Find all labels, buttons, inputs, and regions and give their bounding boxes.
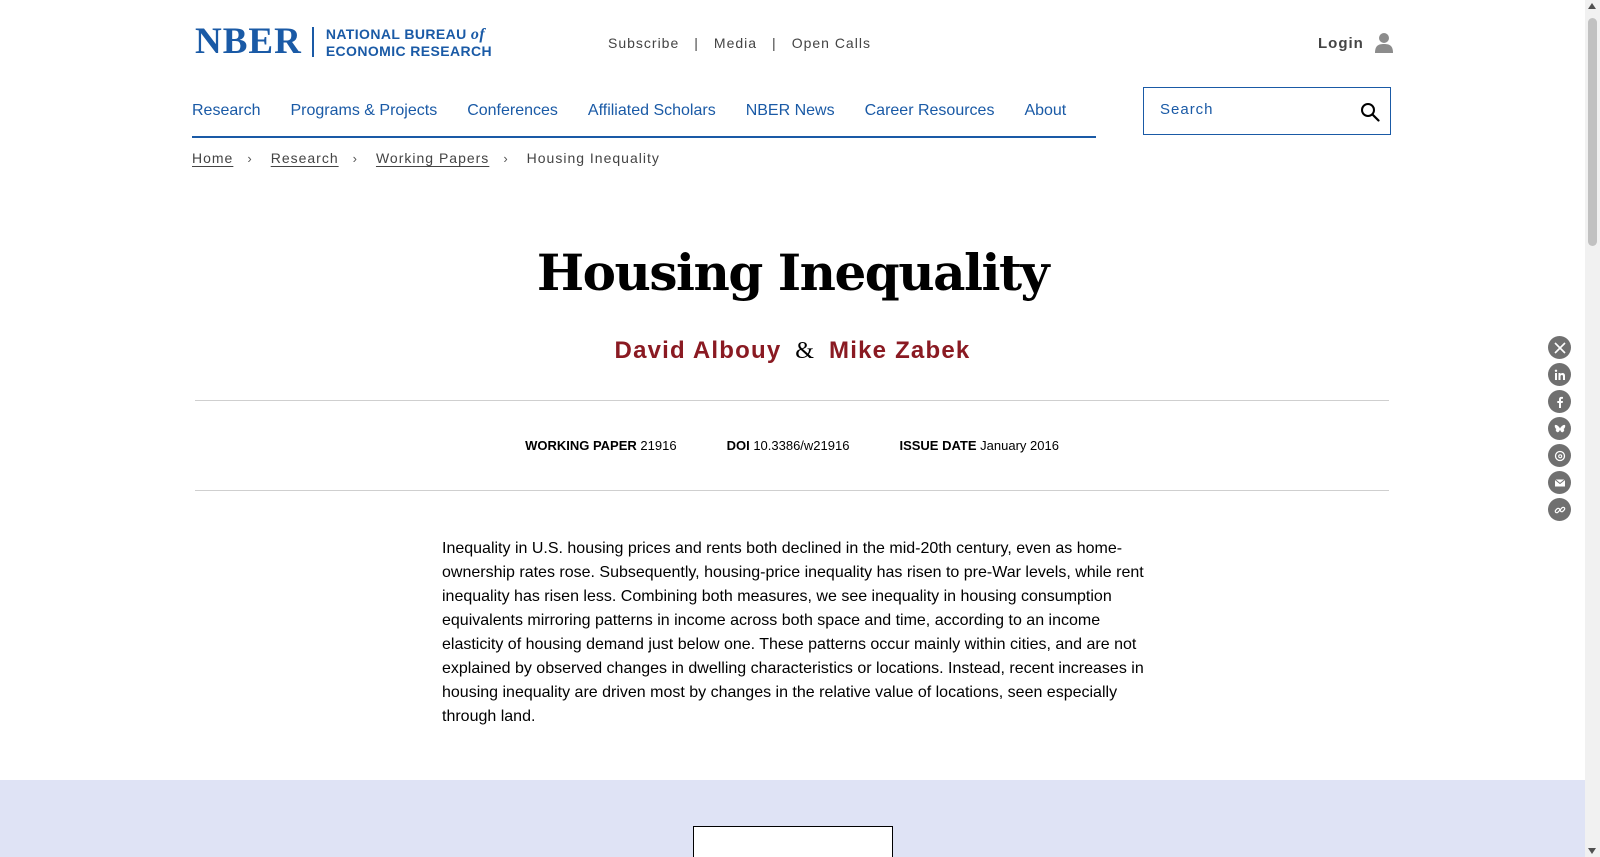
scrollbar-thumb[interactable] [1588, 18, 1597, 246]
chevron-right-icon: › [352, 150, 358, 166]
nber-logo[interactable] [195, 21, 511, 62]
meta-label: WORKING PAPER [525, 438, 637, 453]
author-link[interactable]: David Albouy [614, 337, 782, 364]
share-bar [1548, 336, 1571, 525]
vertical-scrollbar[interactable] [1585, 0, 1600, 857]
nav-about[interactable]: About [1024, 102, 1067, 119]
search-input[interactable] [1158, 100, 1352, 119]
threads-icon[interactable] [1548, 444, 1571, 467]
bluesky-icon[interactable] [1548, 417, 1571, 440]
breadcrumb-current: Housing Inequality [526, 150, 660, 166]
breadcrumb-research[interactable]: Research [270, 150, 339, 166]
doi [727, 438, 850, 453]
subscribe-link[interactable]: Subscribe [608, 35, 680, 51]
chevron-right-icon: › [247, 150, 253, 166]
linkedin-icon[interactable] [1548, 363, 1571, 386]
main-nav [192, 98, 1096, 138]
chevron-right-icon: › [503, 150, 509, 166]
login-label: Login [1318, 34, 1364, 52]
nav-affiliated-scholars[interactable]: Affiliated Scholars [587, 102, 716, 119]
meta-value: 10.3386/w21916 [753, 438, 850, 453]
scroll-down-icon[interactable] [1588, 848, 1596, 854]
logo-wordmark [326, 26, 492, 59]
logo-line1: NATIONAL BUREAU [325, 25, 471, 42]
logo-line2: ECONOMIC RESEARCH [325, 42, 493, 59]
search-icon[interactable] [1360, 102, 1380, 127]
login-button[interactable] [1318, 32, 1394, 54]
meta-label: DOI [726, 438, 750, 453]
meta-value: January 2016 [980, 438, 1059, 453]
nav-programs-projects[interactable]: Programs & Projects [290, 102, 438, 119]
download-button[interactable] [693, 826, 893, 857]
utility-separator: | [772, 35, 777, 51]
copy-link-icon[interactable] [1548, 498, 1571, 521]
facebook-icon[interactable] [1548, 390, 1571, 413]
breadcrumb-home[interactable]: Home [192, 150, 234, 166]
nav-nber-news[interactable]: NBER News [745, 102, 835, 119]
issue-date [899, 438, 1058, 453]
media-link[interactable]: Media [713, 35, 758, 51]
meta-value: 21916 [640, 438, 677, 453]
logo-divider [312, 27, 314, 57]
email-icon[interactable] [1548, 471, 1571, 494]
nav-career-resources[interactable]: Career Resources [864, 102, 995, 119]
author-list [0, 337, 1585, 365]
author-joiner: & [795, 338, 816, 364]
nav-conferences[interactable]: Conferences [467, 102, 558, 119]
utility-separator: | [694, 35, 699, 51]
page-title: Housing Inequality [536, 243, 1049, 302]
paper-meta [195, 400, 1389, 491]
user-icon [1374, 32, 1394, 54]
logo-mark: NBER [195, 21, 302, 62]
nav-research[interactable]: Research [192, 102, 261, 119]
open-calls-link[interactable]: Open Calls [791, 35, 871, 51]
utility-nav [608, 35, 871, 51]
breadcrumb-working-papers[interactable]: Working Papers [375, 150, 490, 166]
scroll-up-icon[interactable] [1588, 3, 1596, 9]
search-box [1143, 87, 1391, 135]
working-paper-number [525, 438, 677, 453]
author-link[interactable]: Mike Zabek [829, 337, 971, 364]
meta-label: ISSUE DATE [899, 438, 977, 453]
logo-of: of [470, 25, 486, 43]
abstract: Inequality in U.S. housing prices and rents both declined in the mid-20th century, even as home-ownership rates rose. Subsequently, housing-price inequality has risen to pre-War levels, while rent inequality has risen less. Combining both measures, we see inequality in housing consumption equivalents mirroring patterns in income across both space and time, according to an income elasticity of housing demand just below one. These patterns occur mainly within cities, and are not explained by observed changes in dwelling characteristics or locations. Instead, recent increases in housing inequality are driven most by changes in the relative value of locations, seen especially through land. [442, 540, 1144, 725]
breadcrumb [192, 150, 660, 166]
x-icon[interactable] [1548, 336, 1571, 359]
